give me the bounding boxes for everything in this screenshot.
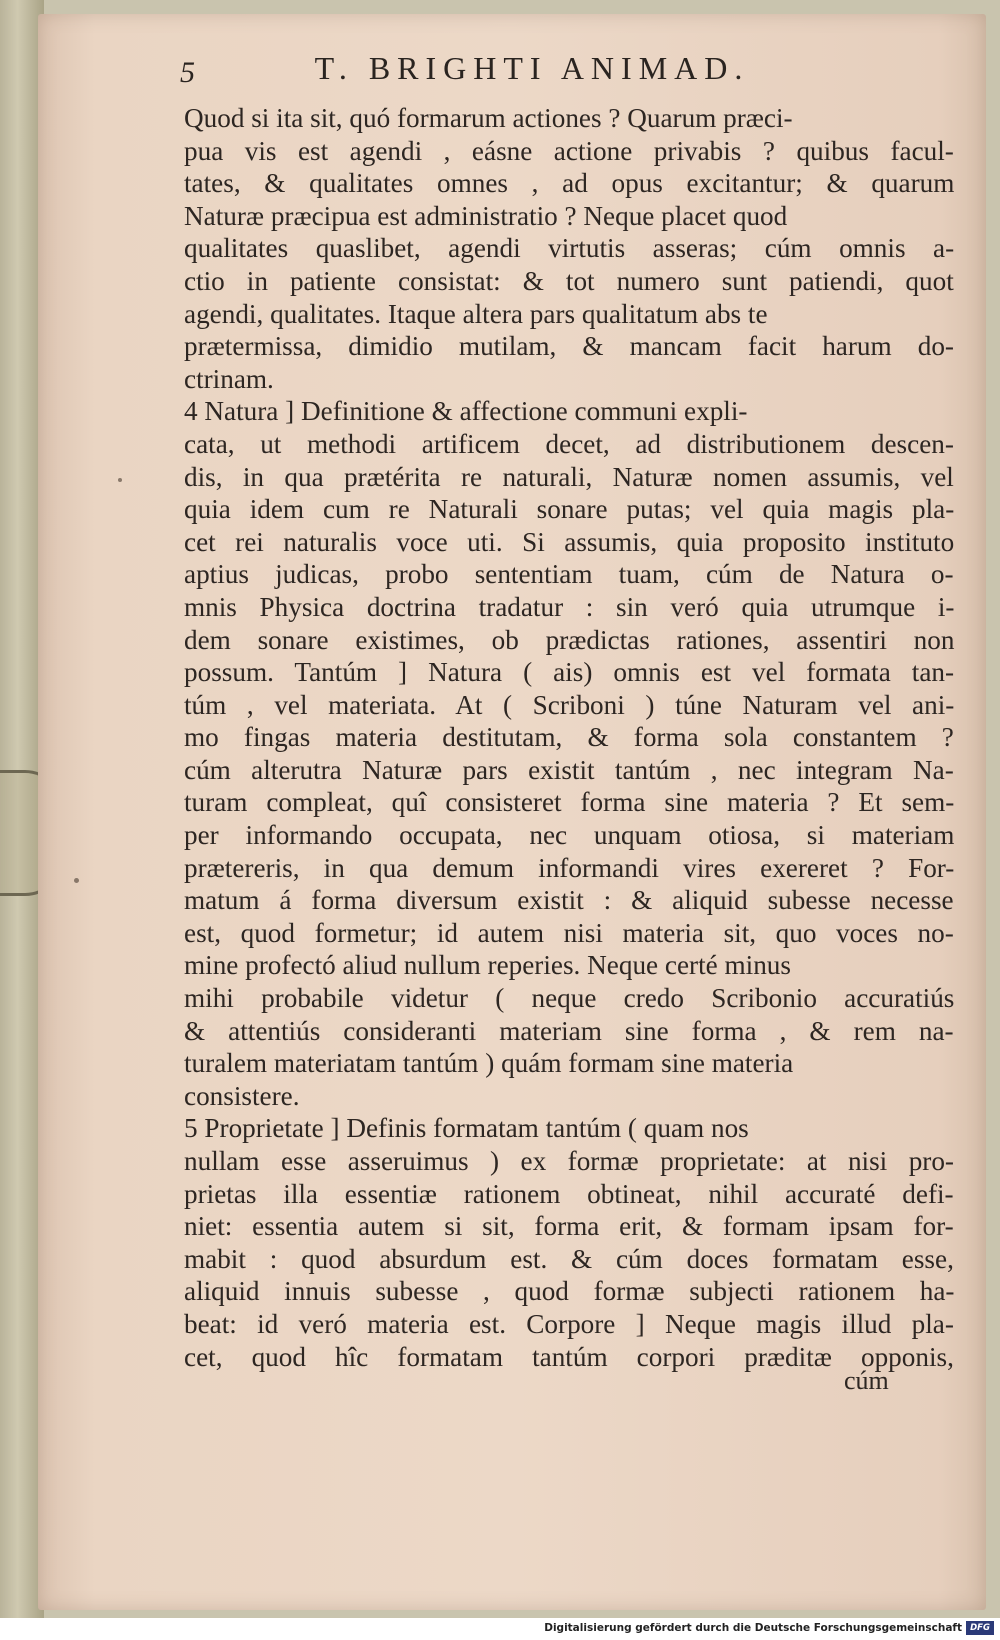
text-line: mine profectó aliud nullum reperies. Neque certé minus [184, 950, 791, 981]
text-line: aliquid innuis subesse , quod formæ subjecti rationem ha- [184, 1276, 955, 1307]
text-line: ctrinam. [184, 363, 274, 394]
text-line: matum á forma diversum existit : & aliquid subesse necesse [184, 885, 954, 916]
text-line: quia idem cum re Naturali sonare putas; vel quia magis pla- [184, 494, 955, 525]
text-line: agendi, qualitates. Itaque altera pars qualitatum abs te [184, 298, 768, 329]
text-line: prætereris, in qua demum informandi vires exereret ? For- [184, 852, 955, 883]
text-line: qualitates quaslibet, agendi virtutis asseras; cúm omnis a- [184, 233, 955, 264]
body-text [184, 102, 954, 1373]
ink-spot [74, 878, 79, 883]
text-line: per informando occupata, nec unquam otiosa, si materiam [184, 820, 955, 851]
text-line: Naturæ præcipua est administratio ? Neque placet quod [184, 200, 788, 231]
page-header [38, 50, 986, 94]
text-line: Quod si ita sit, quó formarum actiones ? Quarum præci- [184, 103, 793, 133]
text-line: pua vis est agendi , eásne actione privabis ? quibus facul- [184, 135, 954, 166]
text-line: dis, in qua prætérita re naturali, Naturæ nomen assumis, vel [184, 461, 954, 492]
text-line: 4 Natura ] Definitione & affectione communi expli- [184, 396, 748, 427]
page-number: 5 [180, 56, 195, 89]
digitization-footer [0, 1618, 1000, 1640]
funding-credit: Digitalisierung gefördert durch die Deutsche Forschungsgemeinschaft [544, 1622, 962, 1634]
text-line: nullam esse asseruimus ) ex formæ proprietate: at nisi pro- [184, 1146, 954, 1176]
text-line: cet, quod hîc formatam tantúm corpori præditæ opponis, [184, 1341, 954, 1372]
ink-spot [118, 478, 122, 482]
text-line: mihi probabile videtur ( neque credo Scribonio accuratiús [184, 983, 955, 1014]
text-line: mnis Physica doctrina tradatur : sin veró quia utrumque i- [184, 591, 955, 622]
text-line: cet rei naturalis voce uti. Si assumis, quia proposito instituto [184, 526, 955, 557]
text-line: est, quod formetur; id autem nisi materia sit, quo voces no- [184, 917, 954, 948]
text-line: prætermissa, dimidio mutilam, & mancam facit harum do- [184, 331, 954, 362]
text-line: mo fingas materia destitutam, & forma sola constantem ? [184, 722, 954, 753]
text-line: consistere. [184, 1080, 300, 1111]
text-line: cúm alterutra Naturæ pars existit tantúm , nec integram Na- [184, 754, 954, 785]
running-head: T. BRIGHTI ANIMAD. [314, 50, 750, 86]
text-line: túm , vel materiata. At ( Scriboni ) túne Naturam vel ani- [184, 689, 955, 720]
text-line: tates, & qualitates omnes , ad opus excitantur; & quarum [184, 168, 955, 199]
text-line: niet: essentia autem si sit, forma erit, & formam ipsam for- [184, 1211, 954, 1242]
text-line: ctio in patiente consistat: & tot numero sunt patiendi, quot [184, 265, 954, 296]
text-line: beat: id veró materia est. Corpore ] Neque magis illud pla- [184, 1308, 954, 1339]
text-line: dem sonare existimes, ob prædictas rationes, assentiri non [184, 624, 955, 655]
text-line: 5 Proprietate ] Definis formatam tantúm ( quam nos [184, 1113, 749, 1144]
text-line: turalem materiatam tantúm ) quám formam sine materia [184, 1048, 794, 1079]
book-page [38, 14, 986, 1610]
text-line: mabit : quod absurdum est. & cúm doces formatam esse, [184, 1243, 954, 1274]
text-line: & attentiús consideranti materiam sine forma , & rem na- [184, 1015, 954, 1046]
dfg-logo: DFG [966, 1621, 994, 1635]
text-line: turam compleat, quî consisteret forma sine materia ? Et sem- [184, 787, 955, 818]
text-line: cata, ut methodi artificem decet, ad distributionem descen- [184, 428, 954, 459]
text-line: prietas illa essentiæ rationem obtineat, nihil accuraté defi- [184, 1178, 954, 1209]
text-line: aptius judicas, probo sententiam tuam, cúm de Natura o- [184, 559, 954, 590]
catchword: cúm [844, 1366, 889, 1395]
text-line: possum. Tantúm ] Natura ( ais) omnis est vel formata tan- [184, 657, 955, 688]
